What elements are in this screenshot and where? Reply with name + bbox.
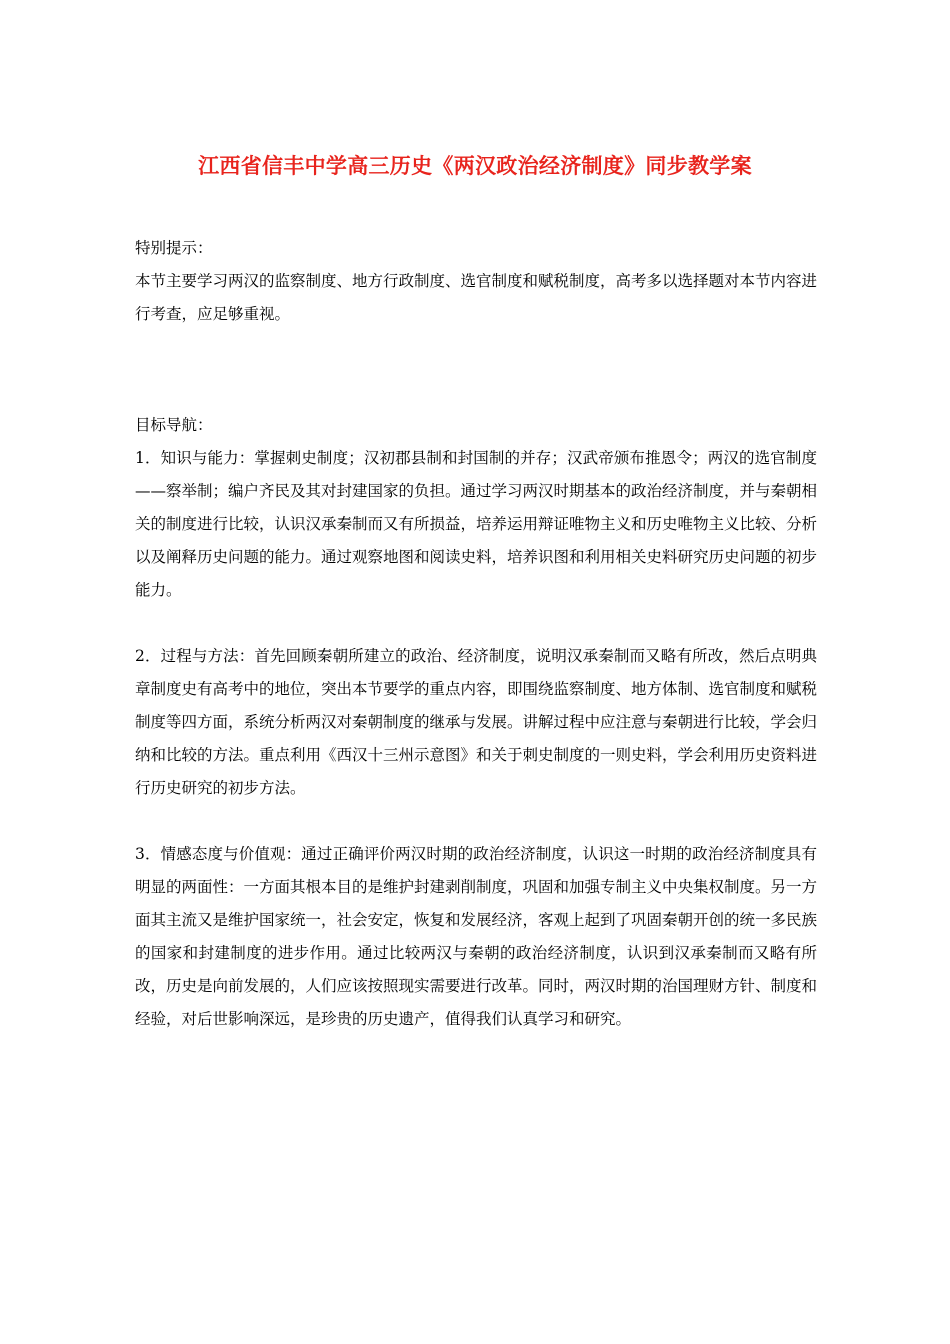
tip-heading: 特别提示： [135,239,213,257]
document-title: 江西省信丰中学高三历史《两汉政治经济制度》同步教学案 [198,154,752,178]
goal-process-method: 2．过程与方法：首先回顾秦朝所建立的政治、经济制度，说明汉承秦制而又略有所改，然后点明典章制度史有高考中的地位，突出本节要学的重点内容，即围绕监察制度、地方体制、选官制度和赋税制度等四方面，系统分析两汉对秦朝制度的继承与发展。讲解过程中应注意与秦朝进行比较，学会归纳和比较的方法。重点利用《西汉十三州示意图》和关于刺史制度的一则史料，学会利用历史资料进行历史研究的初步方法。 [135,647,818,797]
tip-body: 本节主要学习两汉的监察制度、地方行政制度、选官制度和赋税制度，高考多以选择题对本节内容进行考查，应足够重视。 [135,272,818,323]
goal-heading: 目标导航： [135,416,213,434]
goal-emotion-values: 3．情感态度与价值观：通过正确评价两汉时期的政治经济制度，认识这一时期的政治经济制度具有明显的两面性：一方面其根本目的是维护封建剥削制度，巩固和加强专制主义中央集权制度。另一方面其主流又是维护国家统一，社会安定，恢复和发展经济，客观上起到了巩固秦朝开创的统一多民族的国家和封建制度的进步作用。通过比较两汉与秦朝的政治经济制度，认识到汉承秦制而又略有所改，历史是向前发展的，人们应该按照现实需要进行改革。同时，两汉时期的治国理财方针、制度和经验，对后世影响深远，是珍贵的历史遗产，值得我们认真学习和研究。 [135,845,818,1028]
goal-knowledge-ability: 1．知识与能力：掌握刺史制度；汉初郡县制和封国制的并存；汉武帝颁布推恩令；两汉的选官制度——察举制；编户齐民及其对封建国家的负担。通过学习两汉时期基本的政治经济制度，并与秦朝相关的制度进行比较，认识汉承秦制而又有所损益，培养运用辩证唯物主义和历史唯物主义比较、分析以及阐释历史问题的能力。通过观察地图和阅读史料，培养识图和利用相关史料研究历史问题的初步能力。 [135,449,818,599]
